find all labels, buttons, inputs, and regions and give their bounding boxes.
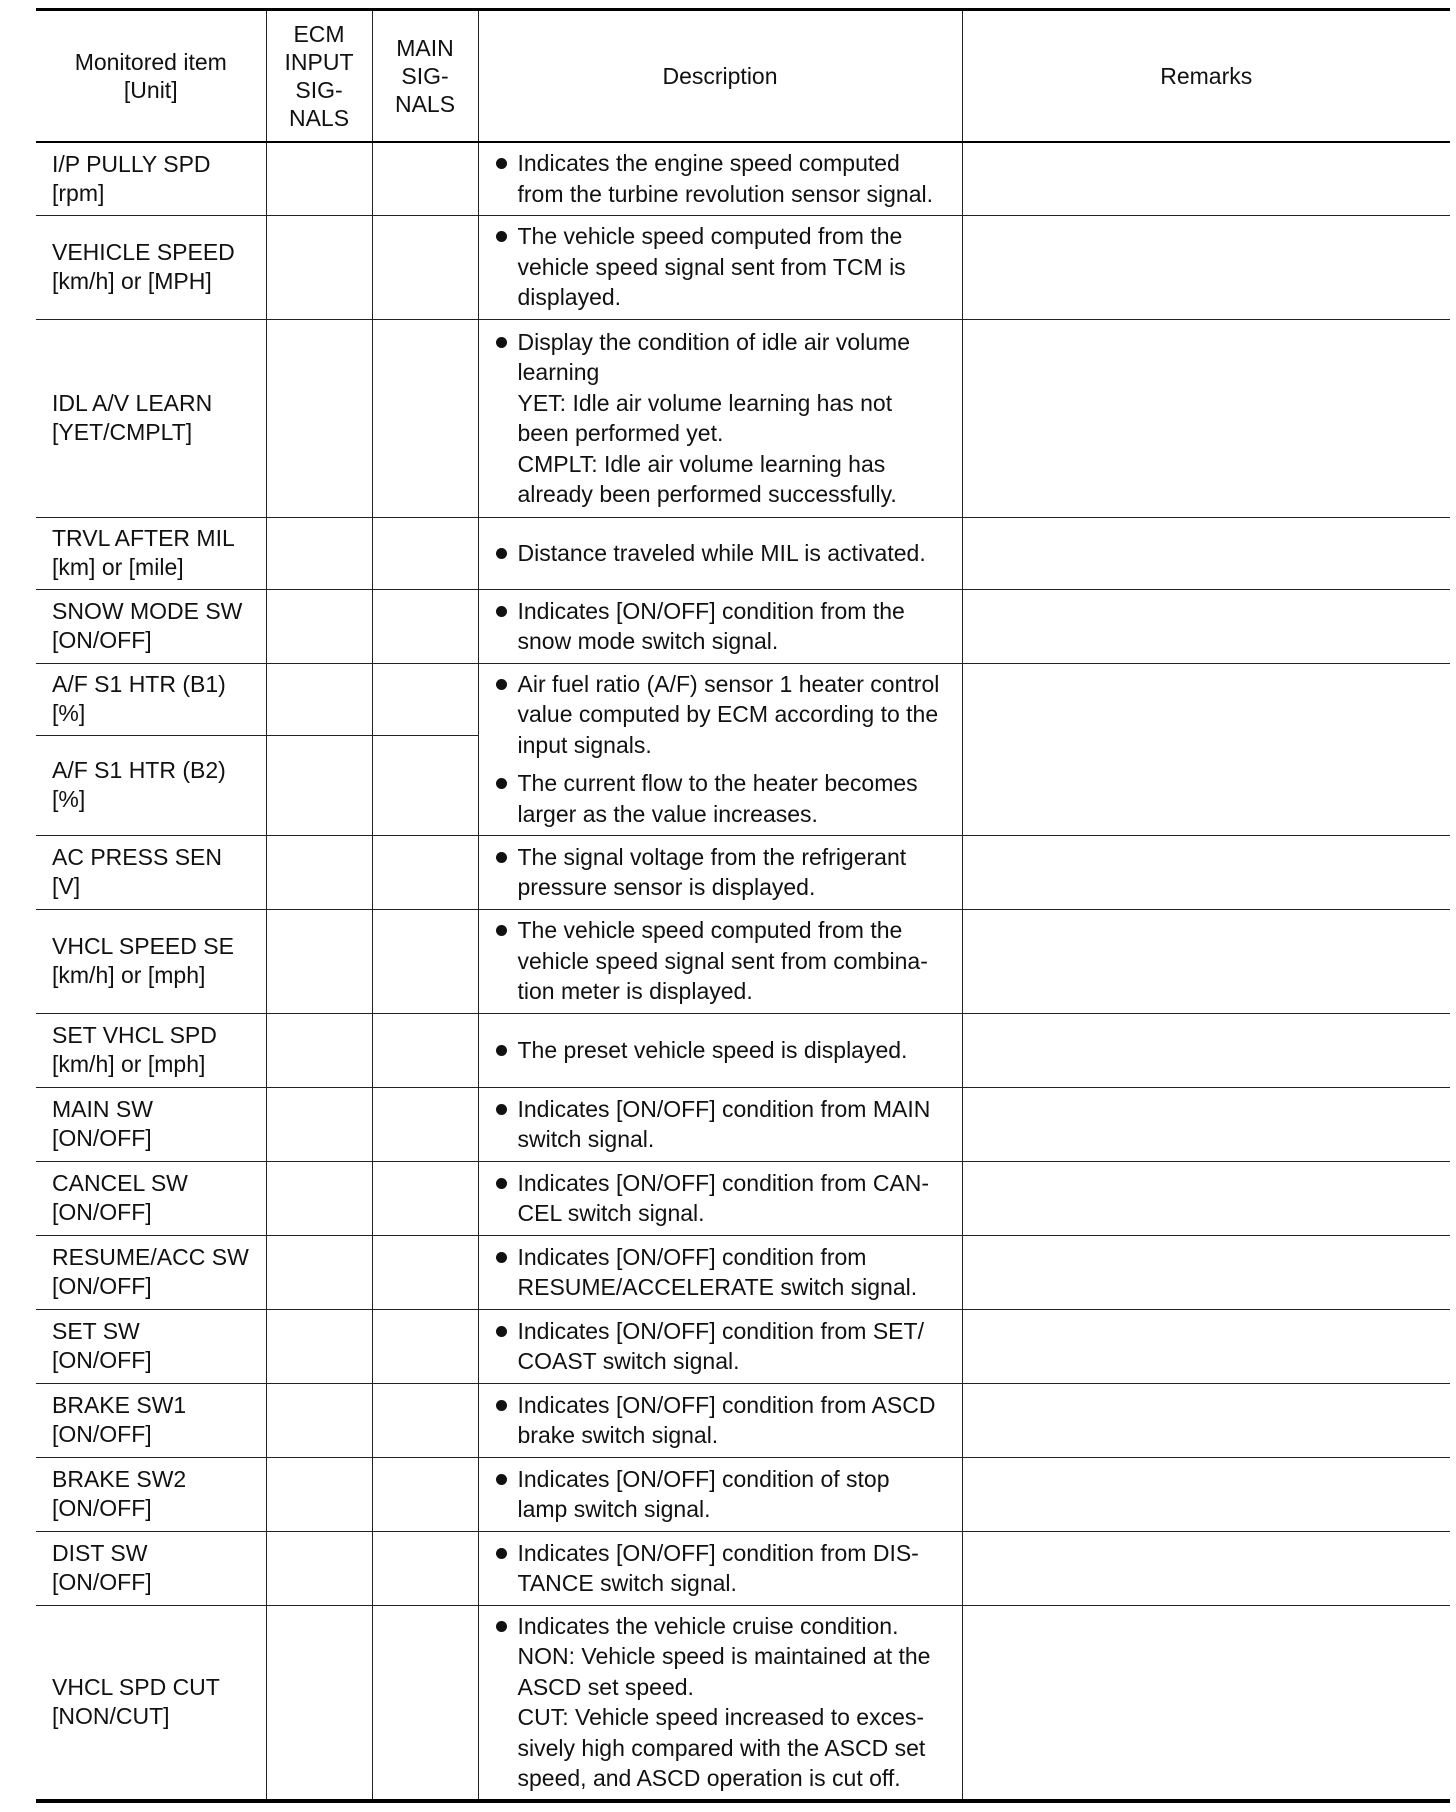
description-line: NON: Vehicle speed is maintained at the — [517, 1643, 931, 1670]
monitored-item-name: TRVL AFTER MIL — [52, 525, 235, 551]
table-row — [36, 663, 1450, 735]
remarks-cell — [962, 1531, 1450, 1605]
main-signal-cell — [372, 1235, 478, 1309]
description-line: Indicates [ON/OFF] condition from the — [517, 597, 905, 624]
description-line: pressure sensor is displayed. — [517, 874, 816, 900]
description-line: ASCD set speed. — [517, 1673, 694, 1700]
monitored-item-name: AC PRESS SEN — [52, 844, 222, 870]
remarks-cell — [962, 1235, 1450, 1309]
description-line: been performed yet. — [517, 420, 724, 446]
monitored-item-cell — [36, 1013, 266, 1087]
description-line: Indicates [ON/OFF] condition of stop — [517, 1465, 890, 1492]
main-signal-cell — [372, 517, 478, 589]
bullet-dot-icon — [496, 158, 507, 169]
description-cell — [478, 517, 962, 589]
monitored-item-name: VEHICLE SPEED — [52, 239, 235, 265]
description-line: The preset vehicle speed is displayed. — [517, 1036, 908, 1063]
ecm-input-signal-cell — [266, 589, 372, 663]
remarks-cell — [962, 1161, 1450, 1235]
description-bullet — [493, 1538, 954, 1599]
monitored-item-cell — [36, 319, 266, 517]
description-line: switch signal. — [517, 1126, 655, 1152]
main-signal-cell — [372, 1457, 478, 1531]
description-line: The signal voltage from the refrigerant — [517, 843, 907, 870]
monitored-item-unit: [ON/OFF] — [52, 1495, 152, 1521]
bullet-dot-icon — [496, 679, 507, 690]
description-cell — [478, 1605, 962, 1801]
description-line: Indicates [ON/OFF] condition from DIS- — [517, 1539, 919, 1566]
description-line: larger as the value increases. — [517, 800, 818, 827]
description-cell — [478, 835, 962, 909]
description-bullet — [493, 1094, 954, 1155]
description-line: The vehicle speed computed from the — [517, 223, 903, 250]
header-monitored-item: Monitored item [Unit] — [36, 10, 266, 143]
description-cell — [478, 663, 962, 835]
monitored-item-unit: [km/h] or [mph] — [52, 1051, 206, 1077]
remarks-cell — [962, 589, 1450, 663]
bullet-dot-icon — [496, 1326, 507, 1337]
bullet-dot-icon — [496, 1104, 507, 1115]
ecm-input-signal-cell — [266, 1531, 372, 1605]
ecm-input-signal-cell — [266, 1605, 372, 1801]
description-bullet — [493, 768, 954, 829]
description-bullet — [493, 1035, 954, 1066]
monitored-item-unit: [%] — [52, 786, 86, 812]
monitored-item-name: SET SW — [52, 1318, 140, 1344]
main-signal-cell — [372, 663, 478, 735]
description-cell — [478, 1161, 962, 1235]
ecm-input-signal-cell — [266, 1235, 372, 1309]
description-line: sively high compared with the ASCD set — [517, 1734, 926, 1761]
monitored-item-cell — [36, 142, 266, 215]
header-main-signals: MAIN SIG- NALS — [372, 10, 478, 143]
remarks-cell — [962, 1013, 1450, 1087]
monitored-item-cell — [36, 1087, 266, 1161]
description-cell — [478, 142, 962, 215]
monitored-item-name: A/F S1 HTR (B2) — [52, 757, 226, 783]
description-cell — [478, 1087, 962, 1161]
monitored-item-name: VHCL SPEED SE — [52, 933, 234, 959]
bullet-dot-icon — [496, 606, 507, 617]
monitored-item-cell — [36, 589, 266, 663]
remarks-cell — [962, 517, 1450, 589]
table-row — [36, 1087, 1450, 1161]
table-row — [36, 835, 1450, 909]
main-signal-cell — [372, 735, 478, 835]
description-line: snow mode switch signal. — [517, 628, 779, 654]
monitored-item-unit: [km/h] or [MPH] — [52, 268, 212, 294]
ecm-input-signal-cell — [266, 1161, 372, 1235]
table-row — [36, 517, 1450, 589]
bullet-dot-icon — [496, 925, 507, 936]
main-signal-cell — [372, 142, 478, 215]
table-row — [36, 1013, 1450, 1087]
ecm-input-signal-cell — [266, 835, 372, 909]
remarks-cell — [962, 1605, 1450, 1801]
main-signal-cell — [372, 1161, 478, 1235]
description-line: Indicates [ON/OFF] condition from MAIN — [517, 1095, 931, 1122]
bullet-dot-icon — [496, 231, 507, 242]
monitored-item-unit: [ON/OFF] — [52, 1273, 152, 1299]
bullet-dot-icon — [496, 337, 507, 348]
description-line: brake switch signal. — [517, 1422, 719, 1448]
description-line: Air fuel ratio (A/F) sensor 1 heater control — [517, 670, 940, 697]
monitored-item-name: RESUME/ACC SW — [52, 1244, 249, 1270]
monitored-item-name: IDL A/V LEARN — [52, 390, 213, 416]
ecm-input-signal-cell — [266, 735, 372, 835]
description-line: input signals. — [517, 731, 652, 758]
remarks-cell — [962, 1309, 1450, 1383]
table-row — [36, 1161, 1450, 1235]
table-body — [36, 142, 1450, 1801]
main-signal-cell — [372, 835, 478, 909]
description-line: Indicates [ON/OFF] condition from ASCD — [517, 1391, 936, 1418]
ecm-input-signal-cell — [266, 1013, 372, 1087]
main-signal-cell — [372, 215, 478, 319]
remarks-cell — [962, 215, 1450, 319]
table-row — [36, 1235, 1450, 1309]
monitored-item-unit: [km/h] or [mph] — [52, 962, 206, 988]
main-signal-cell — [372, 909, 478, 1013]
table-row — [36, 319, 1450, 517]
monitored-item-cell — [36, 517, 266, 589]
description-line: from the turbine revolution sensor signal. — [517, 180, 933, 207]
description-line: Indicates [ON/OFF] condition from CAN- — [517, 1169, 930, 1196]
bullet-dot-icon — [496, 1474, 507, 1485]
main-signal-cell — [372, 1013, 478, 1087]
description-line: CEL switch signal. — [517, 1200, 705, 1226]
description-cell — [478, 909, 962, 1013]
description-cell — [478, 215, 962, 319]
remarks-cell — [962, 835, 1450, 909]
monitored-item-name: DIST SW — [52, 1540, 148, 1566]
table-row — [36, 909, 1450, 1013]
ecm-input-signal-cell — [266, 663, 372, 735]
header-ecm-input-signals: ECM INPUT SIG- NALS — [266, 10, 372, 143]
main-signal-cell — [372, 1309, 478, 1383]
monitored-item-unit: [ON/OFF] — [52, 1199, 152, 1225]
description-bullet — [493, 1316, 954, 1377]
description-bullet — [493, 327, 954, 510]
main-signal-cell — [372, 319, 478, 517]
table-row — [36, 1457, 1450, 1531]
monitored-item-name: BRAKE SW1 — [52, 1392, 187, 1418]
ecm-input-signal-cell — [266, 909, 372, 1013]
monitored-item-unit: [%] — [52, 700, 86, 726]
bullet-dot-icon — [496, 852, 507, 863]
description-cell — [478, 1457, 962, 1531]
monitored-item-unit: [V] — [52, 873, 81, 899]
description-line: lamp switch signal. — [517, 1496, 711, 1522]
monitored-item-name: MAIN SW — [52, 1096, 153, 1122]
monitored-item-cell — [36, 1383, 266, 1457]
monitored-item-cell — [36, 909, 266, 1013]
description-bullet — [493, 842, 954, 903]
description-line: Indicates the vehicle cruise condition. — [517, 1612, 899, 1639]
description-line: tion meter is displayed. — [517, 978, 753, 1005]
description-line: displayed. — [517, 284, 622, 311]
description-cell — [478, 589, 962, 663]
description-line: Indicates [ON/OFF] condition from — [517, 1243, 867, 1270]
description-line: CUT: Vehicle speed increased to exces- — [517, 1704, 925, 1731]
description-line: Display the condition of idle air volume — [517, 328, 910, 355]
table-row — [36, 1531, 1450, 1605]
bullet-dot-icon — [496, 1400, 507, 1411]
description-cell — [478, 1235, 962, 1309]
bullet-dot-icon — [496, 1178, 507, 1189]
ecm-input-signal-cell — [266, 1087, 372, 1161]
monitored-item-cell — [36, 1309, 266, 1383]
description-line: YET: Idle air volume learning has not — [517, 389, 893, 416]
description-line: COAST switch signal. — [517, 1348, 740, 1374]
ecm-input-signal-cell — [266, 517, 372, 589]
description-line: CMPLT: Idle air volume learning has — [517, 450, 886, 477]
ecm-input-signal-cell — [266, 319, 372, 517]
monitored-item-cell — [36, 215, 266, 319]
main-signal-cell — [372, 1605, 478, 1801]
main-signal-cell — [372, 1531, 478, 1605]
monitored-item-name: CANCEL SW — [52, 1170, 188, 1196]
description-line: RESUME/ACCELERATE switch signal. — [517, 1274, 918, 1300]
table-row — [36, 142, 1450, 215]
monitored-item-cell — [36, 1235, 266, 1309]
ecm-input-signal-cell — [266, 1457, 372, 1531]
description-line: learning — [517, 359, 600, 385]
description-cell — [478, 319, 962, 517]
monitored-item-unit: [YET/CMPLT] — [52, 419, 193, 445]
monitored-item-cell — [36, 835, 266, 909]
monitored-item-unit: [rpm] — [52, 179, 105, 206]
monitored-item-cell — [36, 1457, 266, 1531]
remarks-cell — [962, 319, 1450, 517]
monitored-item-unit: [km] or [mile] — [52, 554, 184, 580]
table-row — [36, 215, 1450, 319]
main-signal-cell — [372, 1383, 478, 1457]
remarks-cell — [962, 1087, 1450, 1161]
description-bullet — [493, 1390, 954, 1451]
remarks-cell — [962, 142, 1450, 215]
bullet-dot-icon — [496, 1621, 507, 1632]
description-bullet — [493, 669, 954, 761]
description-line: TANCE switch signal. — [517, 1570, 737, 1596]
remarks-cell — [962, 909, 1450, 1013]
monitored-item-unit: [ON/OFF] — [52, 1125, 152, 1151]
description-bullet — [493, 1611, 954, 1794]
description-line: value computed by ECM according to the — [517, 701, 939, 728]
description-bullet — [493, 1242, 954, 1303]
header-row — [36, 10, 1450, 143]
monitored-item-name: SET VHCL SPD — [52, 1022, 217, 1048]
table-row — [36, 589, 1450, 663]
monitored-item-name: A/F S1 HTR (B1) — [52, 671, 226, 697]
ecm-input-signal-cell — [266, 142, 372, 215]
remarks-cell — [962, 1457, 1450, 1531]
bullet-dot-icon — [496, 1548, 507, 1559]
description-line: Indicates [ON/OFF] condition from SET/ — [517, 1317, 924, 1344]
monitored-item-unit: [ON/OFF] — [52, 1421, 152, 1447]
bullet-dot-icon — [496, 1045, 507, 1056]
description-line: vehicle speed signal sent from TCM is — [517, 253, 906, 280]
remarks-cell — [962, 663, 1450, 835]
monitored-item-cell — [36, 1531, 266, 1605]
bullet-dot-icon — [496, 778, 507, 789]
monitored-item-unit: [ON/OFF] — [52, 627, 152, 653]
description-bullet — [493, 148, 954, 209]
description-bullet — [493, 915, 954, 1007]
monitored-item-unit: [NON/CUT] — [52, 1703, 170, 1730]
description-bullet — [493, 1464, 954, 1525]
description-bullet — [493, 1168, 954, 1229]
monitored-item-name: VHCL SPD CUT — [52, 1674, 220, 1701]
main-signal-cell — [372, 1087, 478, 1161]
ecm-input-signal-cell — [266, 215, 372, 319]
monitored-item-name: SNOW MODE SW — [52, 598, 243, 624]
description-bullet — [493, 596, 954, 657]
description-line: The vehicle speed computed from the — [517, 917, 903, 944]
description-line: already been performed successfully. — [517, 481, 897, 507]
monitored-item-name: I/P PULLY SPD — [52, 150, 211, 177]
description-line: speed, and ASCD operation is cut off. — [517, 1765, 901, 1792]
description-line: vehicle speed signal sent from combina- — [517, 947, 928, 974]
ecm-input-signal-cell — [266, 1309, 372, 1383]
description-cell — [478, 1383, 962, 1457]
monitor-item-table — [36, 8, 1450, 1803]
monitored-item-unit: [ON/OFF] — [52, 1347, 152, 1373]
monitor-item-table-page — [36, 8, 1450, 1810]
monitored-item-cell — [36, 1161, 266, 1235]
header-remarks: Remarks — [962, 10, 1450, 143]
table-row — [36, 1383, 1450, 1457]
monitored-item-cell — [36, 735, 266, 835]
ecm-input-signal-cell — [266, 1383, 372, 1457]
remarks-cell — [962, 1383, 1450, 1457]
description-line: Distance traveled while MIL is activated. — [517, 539, 926, 566]
header-description: Description — [478, 10, 962, 143]
monitored-item-unit: [ON/OFF] — [52, 1569, 152, 1595]
bullet-dot-icon — [496, 548, 507, 559]
monitored-item-cell — [36, 663, 266, 735]
description-cell — [478, 1013, 962, 1087]
description-bullet — [493, 538, 954, 569]
description-cell — [478, 1309, 962, 1383]
description-bullet — [493, 221, 954, 313]
main-signal-cell — [372, 589, 478, 663]
monitored-item-cell — [36, 1605, 266, 1801]
description-line: The current flow to the heater becomes — [517, 770, 918, 797]
table-row — [36, 1309, 1450, 1383]
table-row — [36, 1605, 1450, 1801]
description-line: Indicates the engine speed computed — [517, 150, 900, 177]
description-cell — [478, 1531, 962, 1605]
monitored-item-name: BRAKE SW2 — [52, 1466, 187, 1492]
bullet-dot-icon — [496, 1252, 507, 1263]
